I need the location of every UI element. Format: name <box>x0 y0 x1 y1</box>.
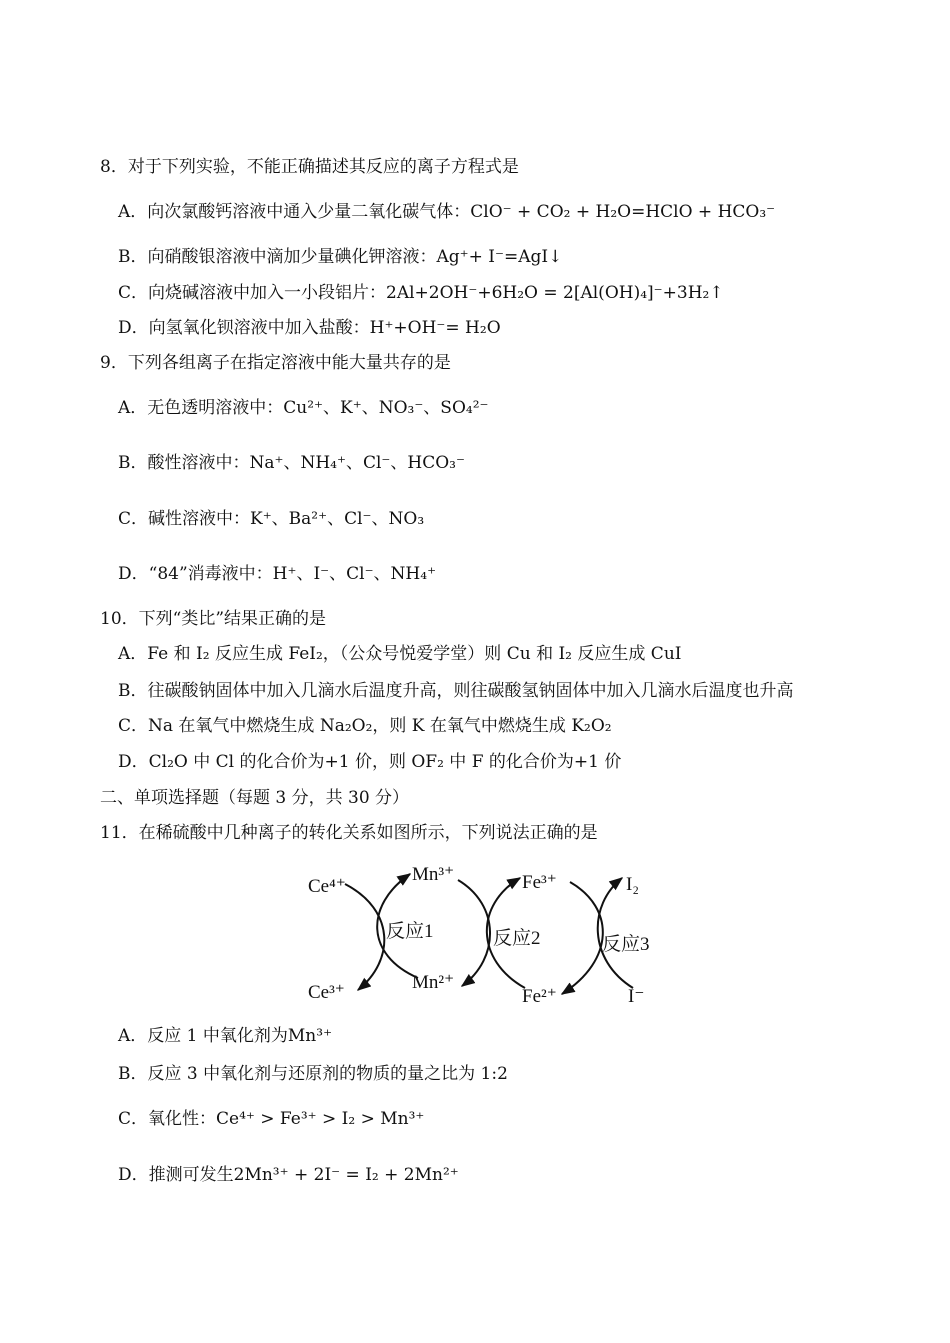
q9-option-d: D．“84”消毒液中：H⁺、I⁻、Cl⁻、NH₄⁺ <box>118 564 437 584</box>
label-ce3: Ce³⁺ <box>308 982 345 1003</box>
q11-stem: 11．在稀硫酸中几种离子的转化关系如图所示，下列说法正确的是 <box>100 823 598 843</box>
q11-option-b: B．反应 3 中氧化剂与还原剂的物质的量之比为 1:2 <box>118 1064 508 1084</box>
q10-option-a: A．Fe 和 I₂ 反应生成 FeI₂，（公众号悦爱学堂）则 Cu 和 I₂ 反应生成 CuI <box>118 644 682 664</box>
section-heading: 二、单项选择题（每题 3 分，共 30 分） <box>100 788 410 808</box>
q10-option-b: B．往碳酸钠固体中加入几滴水后温度升高，则往碳酸氢钠固体中加入几滴水后温度也升高 <box>118 681 794 701</box>
q9-option-a: A．无色透明溶液中：Cu²⁺、K⁺、NO₃⁻、SO₄²⁻ <box>118 398 489 418</box>
label-mn2: Mn²⁺ <box>412 972 455 993</box>
q10-option-d: D．Cl₂O 中 Cl 的化合价为+1 价，则 OF₂ 中 F 的化合价为+1 价 <box>118 752 622 772</box>
q8-option-a: A．向次氯酸钙溶液中通入少量二氧化碳气体：ClO⁻ + CO₂ + H₂O=HClO + HCO₃⁻ <box>118 202 776 222</box>
q9-option-c: C．碱性溶液中：K⁺、Ba²⁺、Cl⁻、NO₃ <box>118 509 425 529</box>
arc-mn3-to-mn2 <box>458 880 490 986</box>
q10-stem: 10．下列“类比”结果正确的是 <box>100 609 327 629</box>
q11-option-a: A．反应 1 中氧化剂为Mn³⁺ <box>118 1026 333 1046</box>
q11-option-d: D．推测可发生2Mn³⁺ + 2I⁻ = I₂ + 2Mn²⁺ <box>118 1165 459 1185</box>
label-reaction-3: 反应3 <box>602 934 650 955</box>
q8-stem: 8．对于下列实验，不能正确描述其反应的离子方程式是 <box>100 157 519 177</box>
q10-option-c: C．Na 在氧气中燃烧生成 Na₂O₂，则 K 在氧气中燃烧生成 K₂O₂ <box>118 716 612 736</box>
label-reaction-2: 反应2 <box>493 928 541 949</box>
label-fe3: Fe³⁺ <box>522 872 557 893</box>
q9-stem: 9．下列各组离子在指定溶液中能大量共存的是 <box>100 353 451 373</box>
label-ce4: Ce⁴⁺ <box>308 876 346 897</box>
q9-option-b: B．酸性溶液中：Na⁺、NH₄⁺、Cl⁻、HCO₃⁻ <box>118 453 465 473</box>
q8-option-b: B．向硝酸银溶液中滴加少量碘化钾溶液：Ag⁺+ I⁻=AgI↓ <box>118 247 563 267</box>
reaction-cycle-diagram <box>300 860 680 1010</box>
label-iminus: I⁻ <box>628 986 645 1007</box>
q8-option-c: C．向烧碱溶液中加入一小段铝片：2Al+2OH⁻+6H₂O = 2[Al(OH)₄]⁻+3H₂↑ <box>118 283 724 303</box>
label-reaction-1: 反应1 <box>386 921 434 942</box>
label-i2: I₂ <box>626 874 639 895</box>
q11-option-c: C．氧化性：Ce⁴⁺ > Fe³⁺ > I₂ > Mn³⁺ <box>118 1109 425 1129</box>
label-fe2: Fe²⁺ <box>522 986 557 1007</box>
label-mn3: Mn³⁺ <box>412 864 455 885</box>
arc-fe3-to-fe2 <box>562 882 603 994</box>
q8-option-d: D．向氢氧化钡溶液中加入盐酸：H⁺+OH⁻= H₂O <box>118 318 501 338</box>
